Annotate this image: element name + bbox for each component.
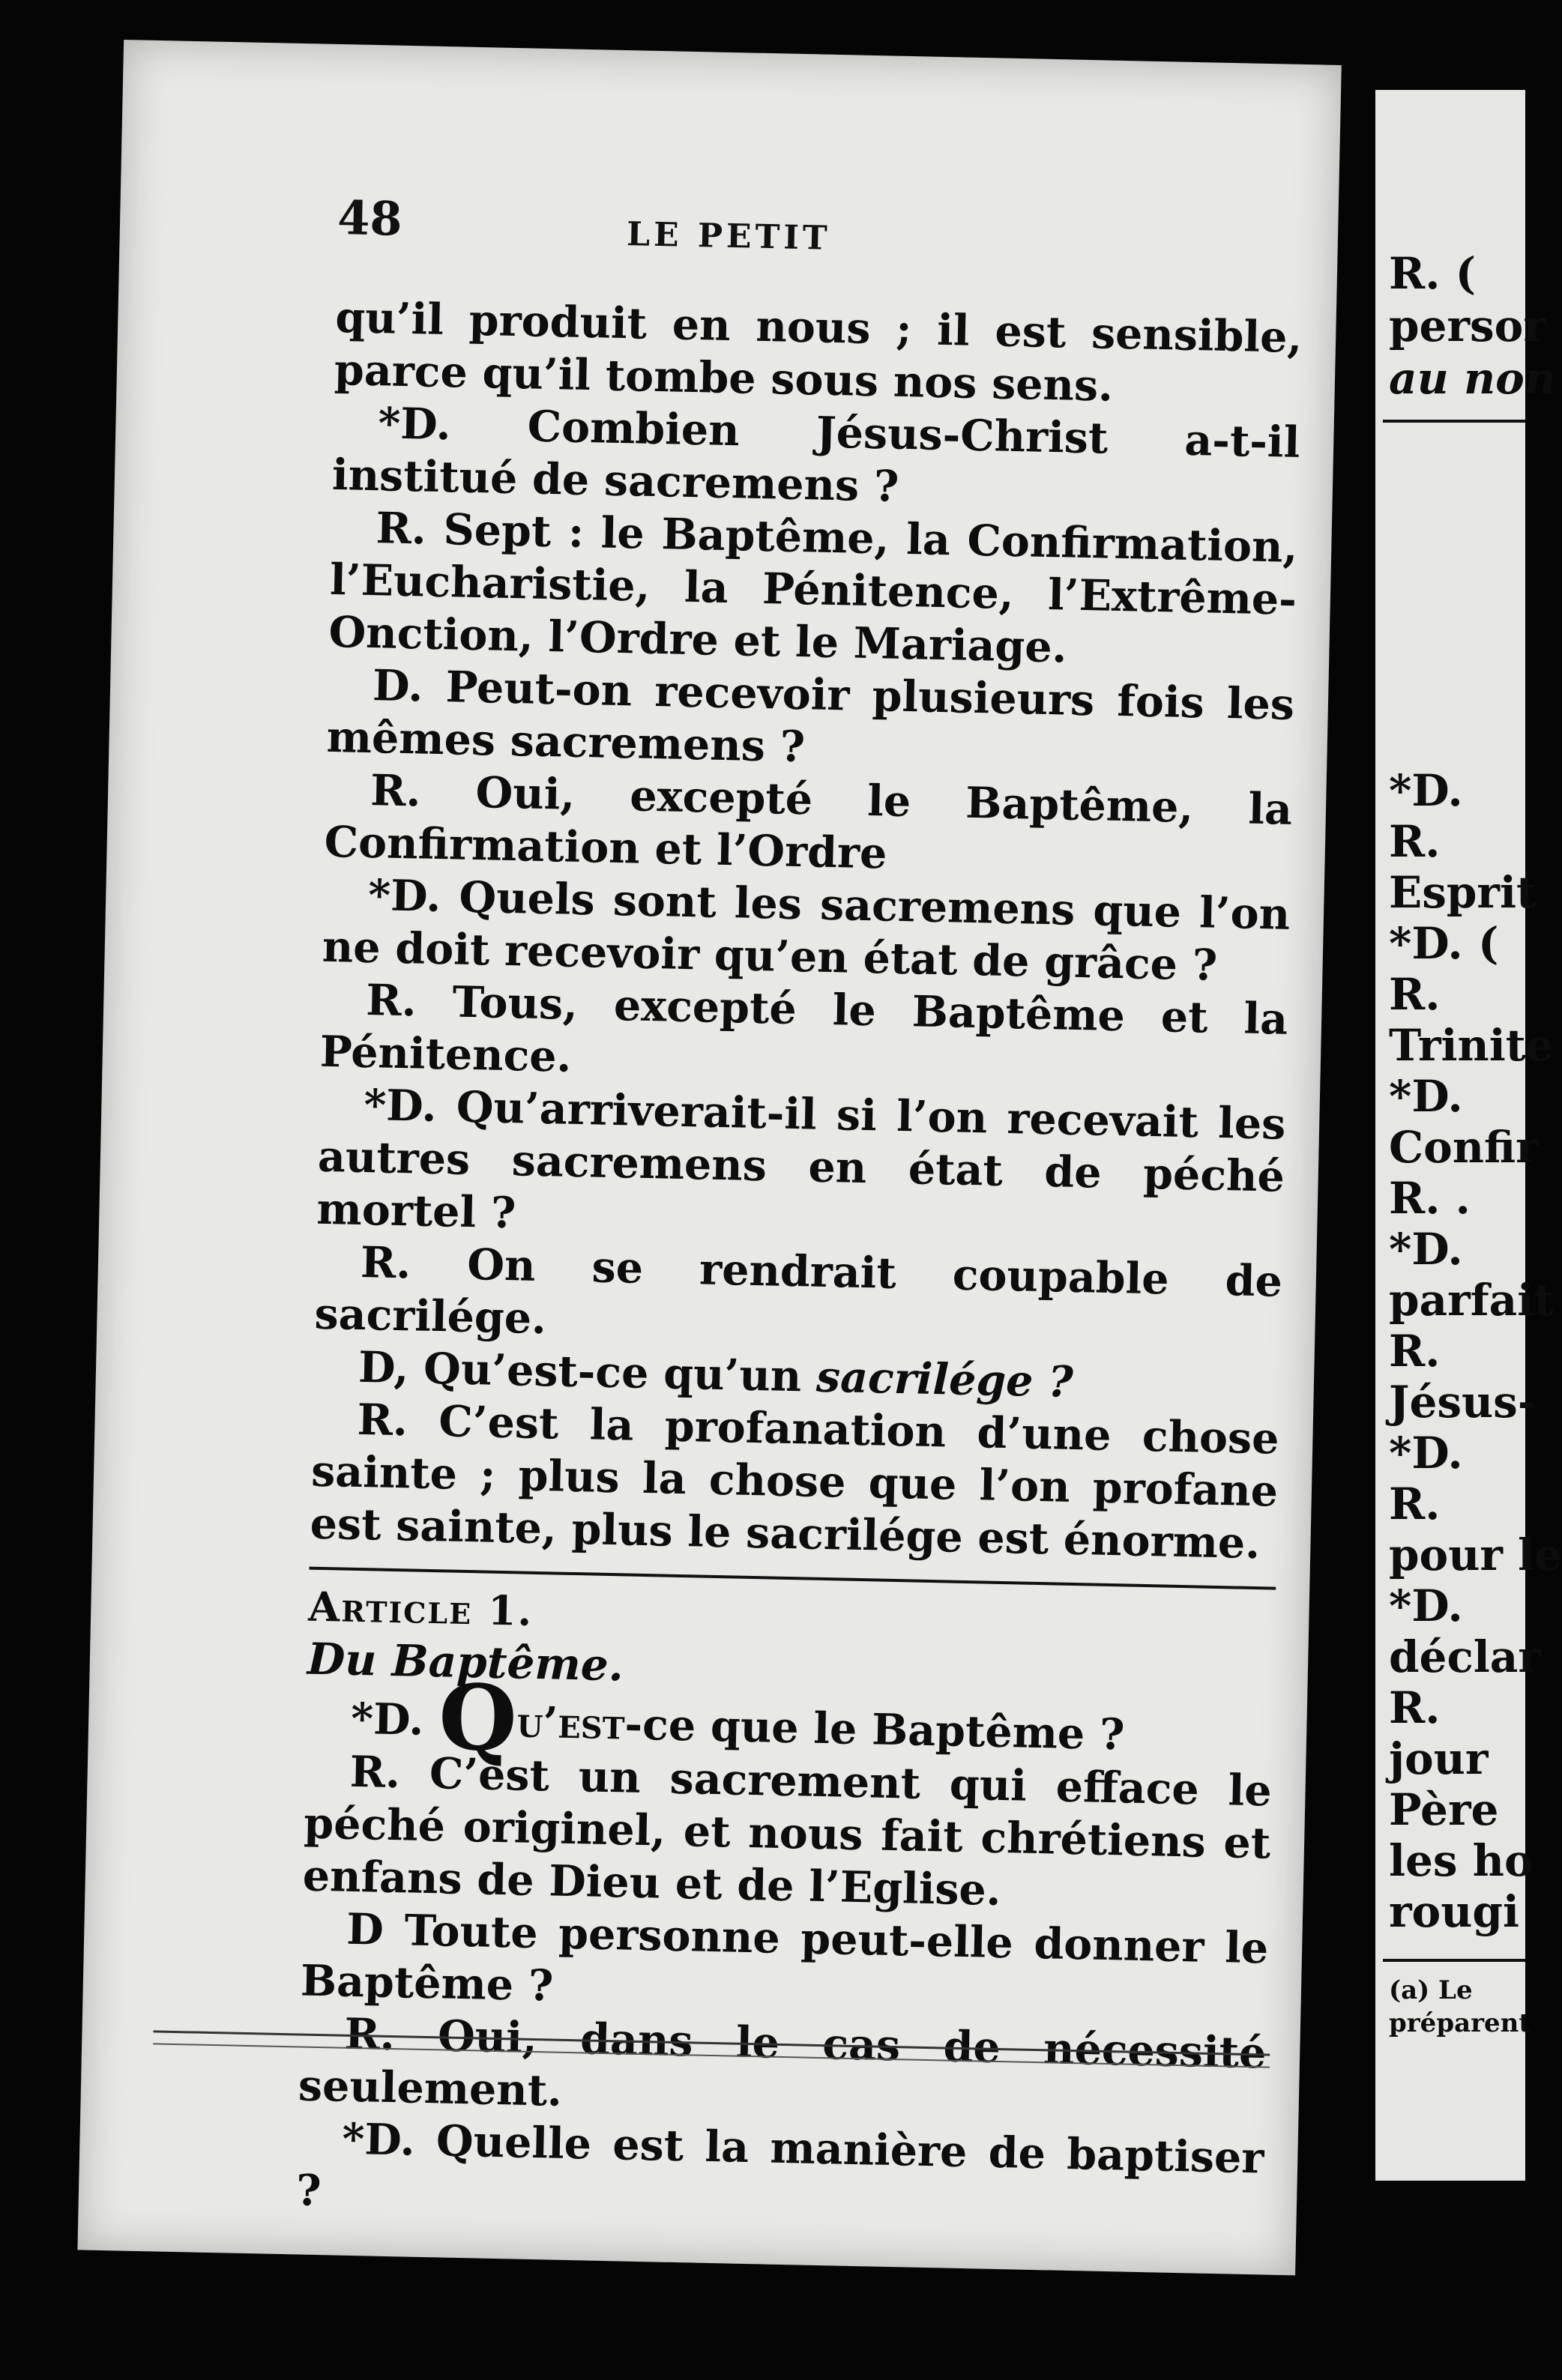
question-marker: *D. [350,1693,439,1746]
adjacent-text-fragment: Jésus- [1389,1377,1536,1428]
adjacent-text-fragment: R. [1389,1479,1441,1529]
adjacent-text-fragment: parfait [1389,1275,1555,1326]
adjacent-text-fragment: pour le [1389,1529,1562,1580]
answer: R. C’est la profanation d’une chose sainte ; plus la chose que l’on profane est sainte, plus le sacrilége est énorme. [310,1394,1280,1569]
question: *D. Quels sont les sacremens que l’on ne doit recevoir qu’en état de grâce ? [322,870,1291,991]
small-caps-text: u’est [516,1697,626,1750]
adjacent-text-fragment: R. [1389,1682,1441,1733]
adjacent-text-fragment: Esprit [1389,867,1537,918]
adjacent-rule [1383,420,1525,423]
book-page [77,40,1341,2275]
italic-term: sacrilége ? [815,1351,1074,1407]
question: *D. Qu’arriverait-il si l’on recevait les autres sacremens en état de péché mortel ? [316,1080,1286,1239]
adjacent-text-fragment: *D. [1389,765,1463,816]
adjacent-text-fragment: les ho [1389,1835,1534,1886]
answer: R. C’est un sacrement qui efface le péché originel, et nous fait chrétiens et enfans de Dieu et de l’Eglise. [302,1746,1273,1916]
page-number: 48 [337,190,403,247]
adjacent-rule [1383,1959,1525,1962]
adjacent-footnote: préparent [1389,2008,1531,2038]
page-body [295,292,1303,2237]
answer: R. Sept : le Baptême, la Confirmation, l’Eucharistie, la Pénitence, l’Extrême-Onction, l’Ordre et le Mariage. [328,503,1299,673]
adjacent-text-fragment: Père [1389,1784,1499,1835]
drop-cap: Q [437,1664,519,1772]
adjacent-text-fragment: jour [1389,1733,1489,1784]
question-text: D, Qu’est-ce qu’un [358,1341,817,1402]
question-text: -ce que le Baptême ? [624,1699,1126,1760]
answer: R. On se rendrait coupable de sacrilége. [313,1236,1283,1344]
answer: R. Tous, excepté le Baptême et la Pénitence. [319,975,1288,1082]
question: *D. Quelle est la manière de baptiser ? [295,2113,1265,2217]
adjacent-text-fragment: au non [1389,353,1556,404]
adjacent-text-fragment: persor [1389,300,1546,351]
question: D Toute personne peut-elle donner le Baptême ? [300,1903,1269,2011]
adjacent-text-fragment: *D. [1389,1580,1463,1631]
answer: R. Oui, dans le cas de nécessité seulement. [298,2008,1267,2116]
article-heading: Article 1. [307,1582,534,1635]
adjacent-text-fragment: déclar [1389,1631,1541,1682]
adjacent-text-fragment: *D. [1389,1071,1463,1122]
adjacent-text-fragment: *D. ( [1389,918,1499,969]
article-subtitle: Du Baptême. [307,1633,624,1691]
adjacent-page [1375,90,1562,2181]
adjacent-text-fragment: R. . [1389,1173,1471,1224]
adjacent-text-fragment: R. [1389,816,1441,867]
adjacent-text-fragment: Confir [1389,1122,1539,1173]
adjacent-text-fragment: Trinite [1389,1020,1554,1071]
adjacent-text-fragment: R. ( [1389,248,1477,299]
adjacent-text-fragment: *D. [1389,1428,1463,1479]
adjacent-footnote: (a) Le [1389,1975,1473,2005]
question: D. Peut-on recevoir plusieurs fois les mêmes sacremens ? [326,660,1295,773]
adjacent-text-fragment: rougi [1389,1886,1519,1937]
paragraph: qu’il produit en nous ; il est sensible, parce qu’il tombe sous nos sens. [334,292,1303,411]
running-head: LE PETIT [626,215,832,258]
adjacent-text-fragment: *D. [1389,1224,1463,1275]
answer: R. Oui, excepté le Baptême, la Confirmation et l’Ordre [324,765,1293,879]
question: *D. Combien Jésus-Christ a-t-il institué de sacremens ? [331,398,1300,512]
adjacent-text-fragment: R. [1389,969,1441,1020]
adjacent-text-fragment: R. [1389,1326,1441,1377]
